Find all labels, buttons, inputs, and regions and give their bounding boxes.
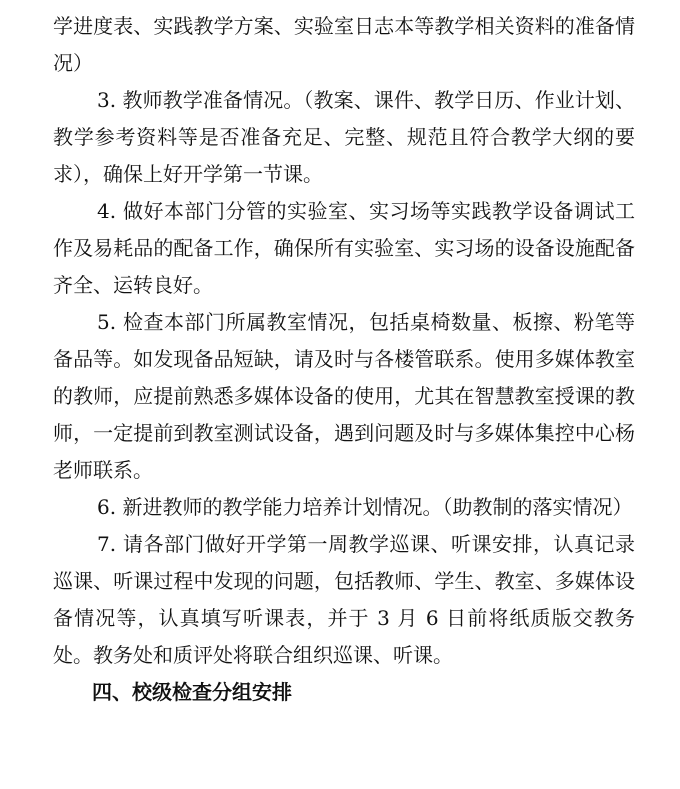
section-heading: 四、校级检查分组安排 — [92, 680, 292, 704]
paragraph-item-7: 7. 请各部门做好开学第一周教学巡课、听课安排，认真记录巡课、听课过程中发现的问题，包括教师、学生、教室、多媒体设备情况等，认真填写听课表，并于 3 月 6 日前将纸质版交教务处。教务处和质评处将联合组织巡课、听课。 — [53, 532, 635, 667]
paragraph-continuation: 学进度表、实践教学方案、实验室日志本等教学相关资料的准备情况） — [53, 14, 635, 75]
paragraph-item-5: 5. 检查本部门所属教室情况，包括桌椅数量、板擦、粉笔等备品等。如发现备品短缺，请及时与各楼管联系。使用多媒体教室的教师，应提前熟悉多媒体设备的使用，尤其在智慧教室授课的教师，一定提前到教室测试设备，遇到问题及时与多媒体集控中心杨老师联系。 — [53, 310, 635, 482]
paragraph-item-4: 4. 做好本部门分管的实验室、实习场等实践教学设备调试工作及易耗品的配备工作，确保所有实验室、实习场的设备设施配备齐全、运转良好。 — [53, 199, 635, 297]
document-body — [53, 8, 635, 711]
paragraph-item-6: 6. 新进教师的教学能力培养计划情况。（助教制的落实情况） — [97, 495, 633, 519]
paragraph-item-3: 3. 教师教学准备情况。（教案、课件、教学日历、作业计划、教学参考资料等是否准备充足、完整、规范且符合教学大纲的要求），确保上好开学第一节课。 — [53, 88, 635, 186]
